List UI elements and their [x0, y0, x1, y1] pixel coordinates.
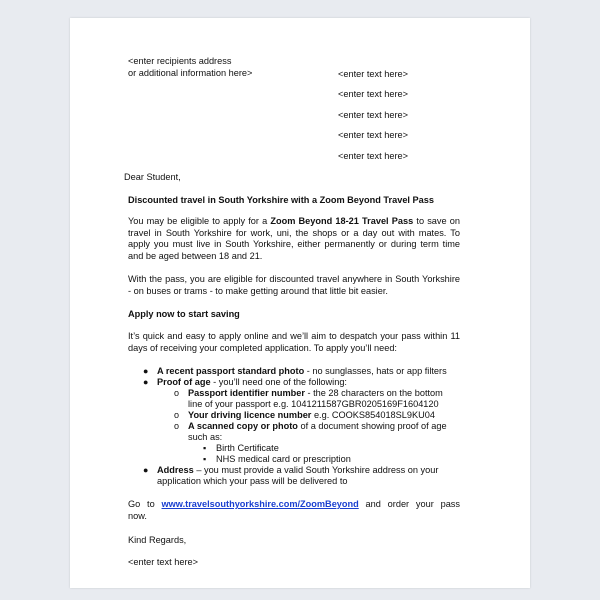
sub-bullet-mark: o [174, 410, 180, 420]
sub-bullet-mark: o [174, 388, 180, 398]
bullet-photo: A recent passport standard photo - no sunglasses, hats or app filters [157, 366, 447, 376]
letter-page [70, 18, 530, 588]
sender-line-2[interactable]: <enter text here> [338, 89, 408, 99]
doc-nhs-card: NHS medical card or prescription [216, 454, 351, 464]
sub-bullet-scan-cont: such as: [188, 432, 223, 442]
bullet-address-cont: application which your pass will be delivered to [157, 476, 348, 486]
signature-placeholder[interactable]: <enter text here> [128, 557, 198, 567]
doc-birth-certificate: Birth Certificate [216, 443, 279, 453]
sub-bullet-licence: Your driving licence number e.g. COOKS854018SL9KU04 [188, 410, 435, 420]
sender-line-3[interactable]: <enter text here> [338, 110, 408, 120]
sender-line-5[interactable]: <enter text here> [338, 151, 408, 161]
sender-line-4[interactable]: <enter text here> [338, 130, 408, 140]
zoom-beyond-link[interactable]: www.travelsouthyorkshire.com/ZoomBeyond [161, 499, 359, 509]
recipient-address-line2[interactable]: or additional information here> [128, 68, 253, 78]
sub-bullet-mark: o [174, 421, 180, 431]
closing: Kind Regards, [128, 535, 187, 545]
sub-bullet-passport: Passport identifier number - the 28 characters on the bottom [188, 388, 443, 398]
sub-sub-bullet-mark: ▪ [203, 454, 207, 464]
sub-bullet-scan: A scanned copy or photo of a document showing proof of age [188, 421, 447, 431]
bullet-mark: ● [143, 377, 149, 387]
paragraph-order-link: Go to www.travelsouthyorkshire.com/ZoomBeyond and order your pass now. [128, 499, 460, 521]
recipient-address-line1[interactable]: <enter recipients address [128, 56, 232, 66]
paragraph-pass-benefits: With the pass, you are eligible for discounted travel anywhere in South Yorkshire - on buses or trams - to make getting around that little bit easier. [128, 274, 460, 296]
bullet-mark: ● [143, 465, 149, 475]
bullet-address: Address – you must provide a valid South Yorkshire address on your [157, 465, 439, 475]
bullet-proof-of-age: Proof of age - you’ll need one of the following: [157, 377, 347, 387]
paragraph-how-to-apply: It’s quick and easy to apply online and we’ll aim to despatch your pass within 11 days of receiving your completed application. To apply you’ll need: [128, 331, 460, 353]
sub-bullet-passport-cont: line of your passport e.g. 1041211587GBR0205169F1604120 [188, 399, 439, 409]
sub-sub-bullet-mark: ▪ [203, 443, 207, 453]
paragraph-eligibility: You may be eligible to apply for a Zoom Beyond 18-21 Travel Pass to save on travel in South Yorkshire for work, uni, the shops or a day out with mates. To apply you must live in South Yorkshire, either permanently or during term time and be aged between 18 and 21. [128, 216, 460, 261]
subheading-apply: Apply now to start saving [128, 309, 240, 319]
letter-heading: Discounted travel in South Yorkshire with a Zoom Beyond Travel Pass [128, 195, 434, 205]
salutation: Dear Student, [124, 172, 181, 182]
bullet-mark: ● [143, 366, 149, 376]
sender-line-1[interactable]: <enter text here> [338, 69, 408, 79]
